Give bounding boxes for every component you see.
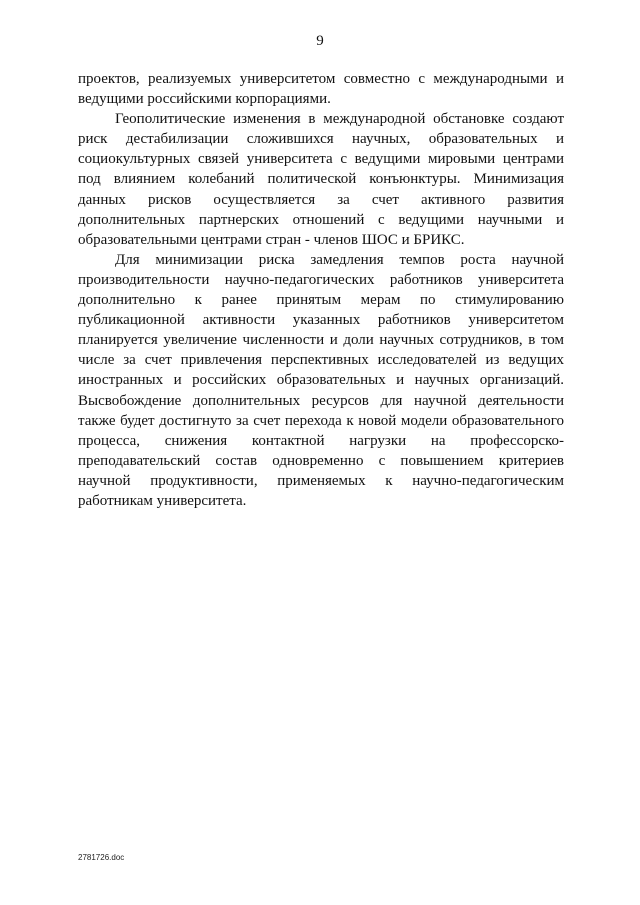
text-line: производительности научно-педагогических работников университета — [78, 271, 564, 288]
text-line: проектов, реализуемых университетом совместно с международными и — [78, 71, 564, 87]
text-line: иностранных и российских образовательных и научных организаций. — [78, 372, 564, 389]
text-line: числе за счет привлечения перспективных исследователей из ведущих — [78, 352, 564, 369]
text-line: Высвобождение дополнительных ресурсов для научной деятельности — [78, 392, 564, 409]
footer-filename: 2781726.doc — [78, 853, 125, 862]
text-line: социокультурных связей университета с ведущими мировыми центрами — [78, 151, 564, 168]
page-number: 9 — [316, 33, 324, 49]
text-line: процесса, снижения контактной нагрузки на профессорско- — [78, 432, 564, 449]
text-line: Для минимизации риска замедления темпов роста научной — [115, 251, 564, 268]
text-line: ведущими российскими корпорациями. — [78, 91, 331, 108]
text-line: дополнительно к ранее принятым мерам по стимулированию — [78, 292, 564, 309]
paragraph-3 — [78, 250, 564, 511]
text-line: работникам университета. — [78, 492, 247, 509]
text-line: под влиянием колебаний политической конъюнктуры. Минимизация — [78, 171, 564, 188]
text-line: дополнительных партнерских отношений с ведущими научными и — [78, 211, 564, 228]
text-line: публикационной активности указанных работников университетом — [78, 312, 564, 329]
text-line: планируется увеличение численности и доли научных сотрудников, в том — [78, 332, 564, 349]
text-line: риск дестабилизации сложившихся научных, образовательных и — [78, 131, 564, 148]
text-line: данных рисков осуществляется за счет активного развития — [78, 191, 564, 208]
document-body — [78, 69, 564, 511]
paragraph-2 — [78, 109, 564, 250]
text-line: также будет достигнуто за счет перехода к новой модели образовательного — [78, 412, 564, 429]
text-line: Геополитические изменения в международной обстановке создают — [115, 111, 564, 128]
text-line: научной продуктивности, применяемых к научно-педагогическим — [78, 472, 564, 489]
paragraph-1 — [78, 69, 564, 109]
text-line: образовательными центрами стран - членов ШОС и БРИКС. — [78, 231, 465, 248]
text-line: преподавательский состав одновременно с повышением критериев — [78, 452, 564, 469]
